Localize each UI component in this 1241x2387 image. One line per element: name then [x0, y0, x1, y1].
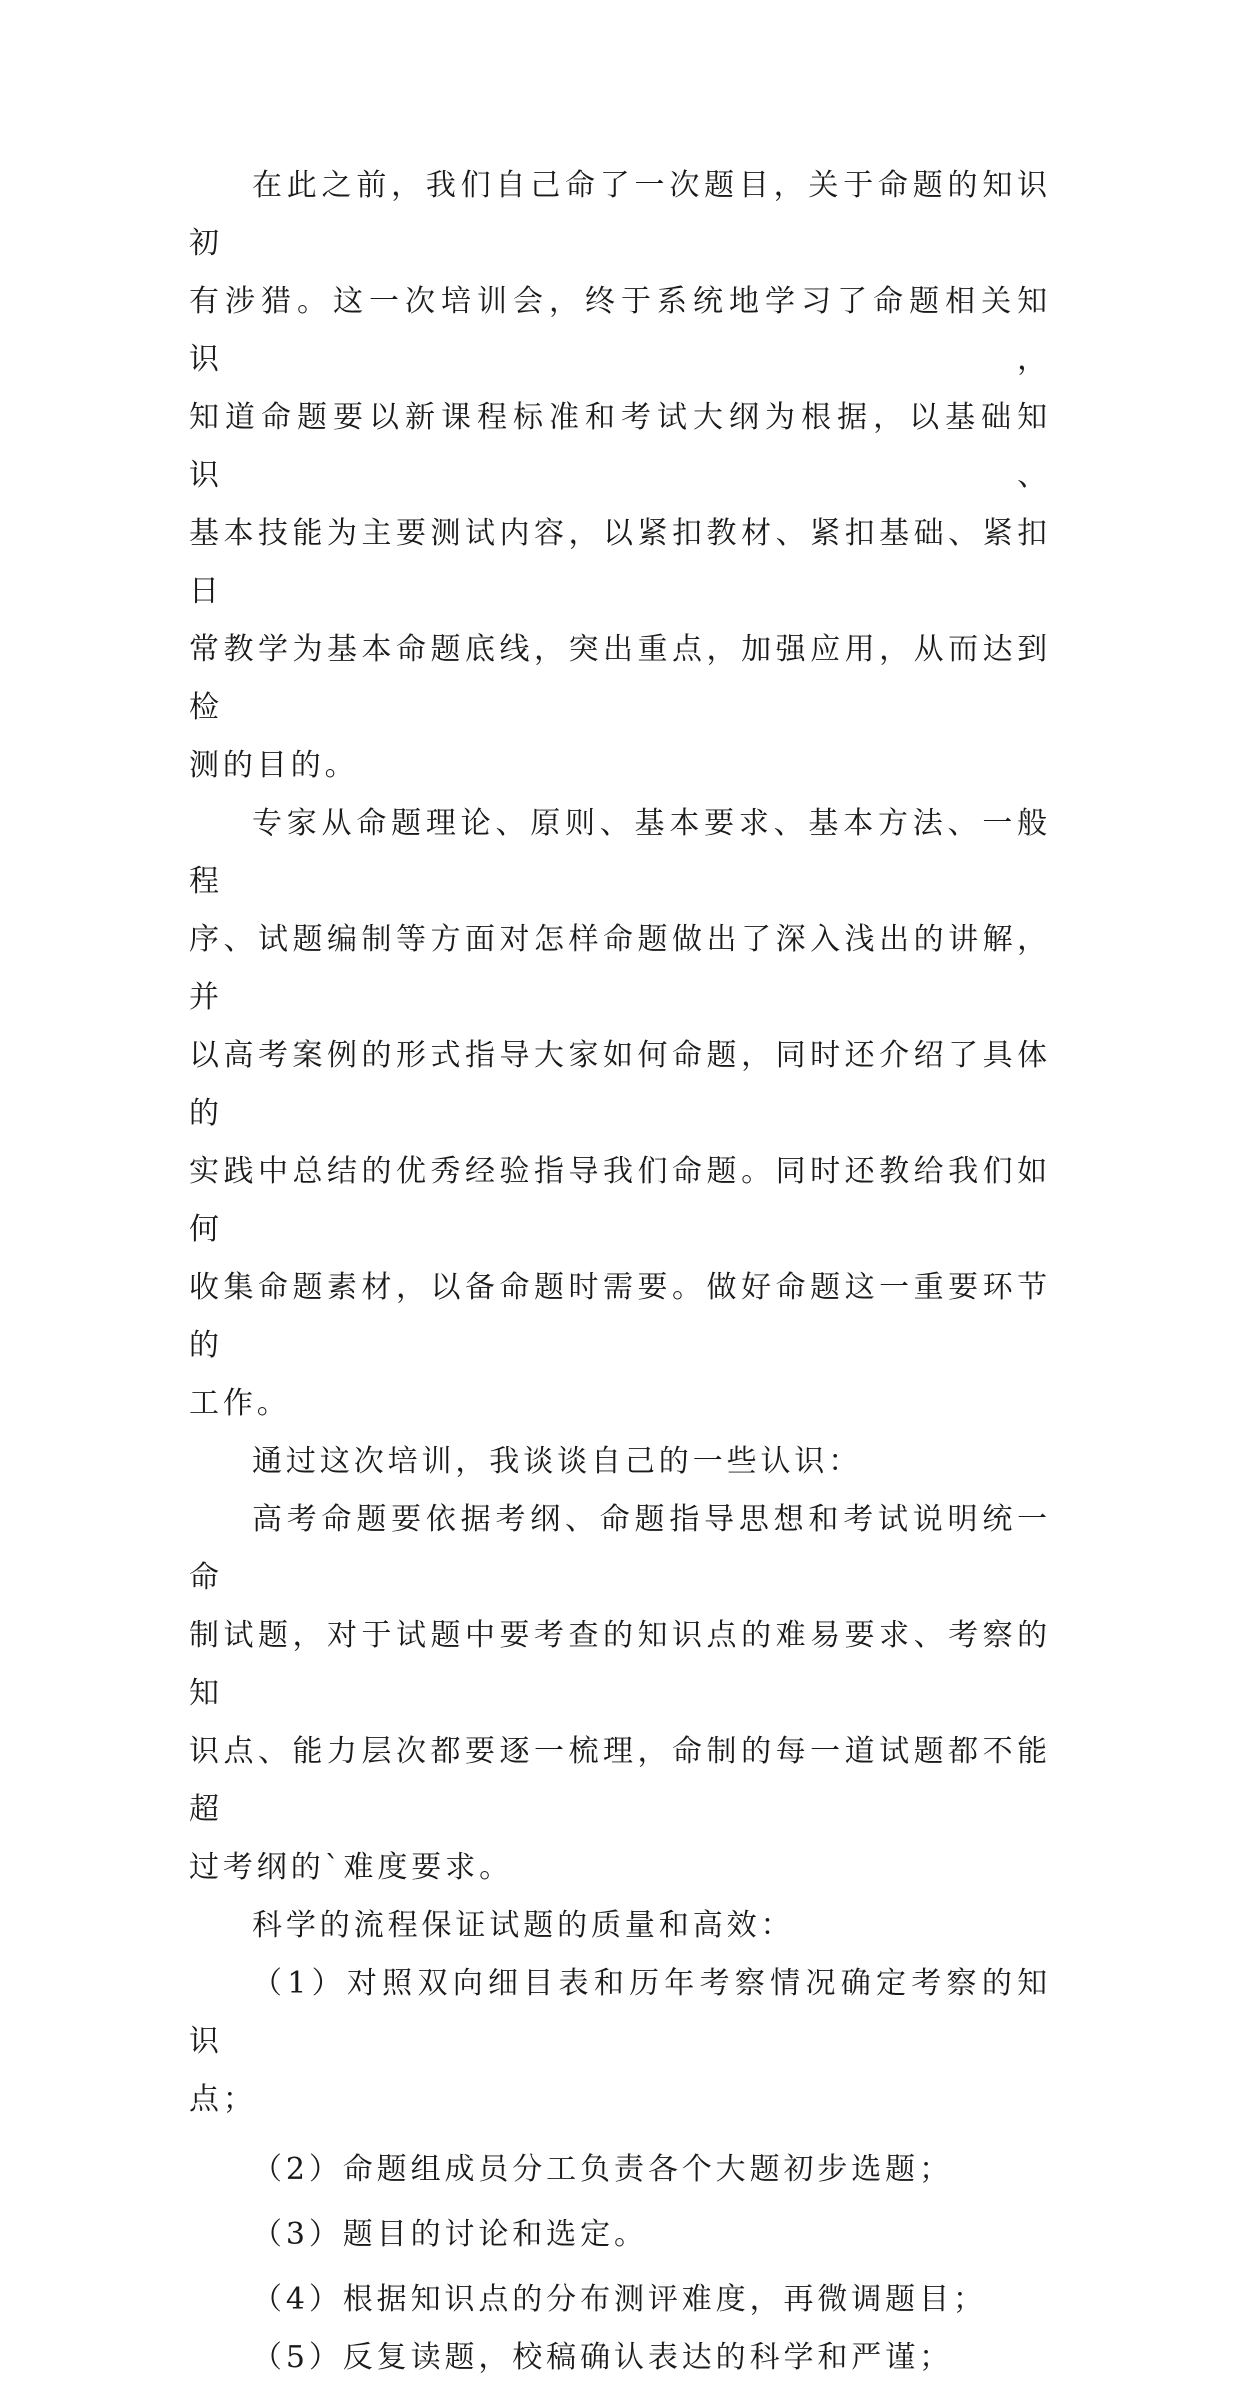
paragraph — [189, 1897, 1051, 1955]
text-line: 专家从命题理论、原则、基本要求、基本方法、一般程 — [189, 806, 1051, 899]
text-line: 常教学为基本命题底线，突出重点，加强应用，从而达到检 — [189, 632, 1051, 725]
text-line: 基本技能为主要测试内容，以紧扣教材、紧扣基础、紧扣日 — [189, 516, 1051, 609]
text-line: 在此之前，我们自己命了一次题目，关于命题的知识初 — [189, 168, 1051, 261]
paragraph — [189, 2141, 1051, 2199]
text-line: （4）根据知识点的分布测评难度，再微调题目； — [252, 2282, 987, 2317]
text-line: 识点、能力层次都要逐一梳理，命制的每一道试题都不能超 — [189, 1734, 1051, 1827]
paragraph — [189, 1955, 1051, 2129]
text-line: （3）题目的讨论和选定。 — [252, 2217, 648, 2252]
paragraph — [189, 2206, 1051, 2264]
text-line: 通过这次培训，我谈谈自己的一些认识： — [252, 1444, 863, 1479]
text-line: 收集命题素材，以备命题时需要。做好命题这一重要环节的 — [189, 1270, 1051, 1363]
text-line: 制试题，对于试题中要考查的知识点的难易要求、考察的知 — [189, 1618, 1051, 1711]
paragraph — [189, 2271, 1051, 2329]
text-line: 过考纲的`难度要求。 — [189, 1850, 513, 1885]
text-line: 点； — [189, 2082, 257, 2117]
paragraph — [189, 157, 1051, 795]
text-line: （1）对照双向细目表和历年考察情况确定考察的知识 — [189, 1966, 1051, 2059]
text-line: 知道命题要以新课程标准和考试大纲为根据，以基础知识、 — [189, 400, 1051, 493]
text-line: 实践中总结的优秀经验指导我们命题。同时还教给我们如何 — [189, 1154, 1051, 1247]
paragraph — [189, 2329, 1051, 2387]
text-line: 工作。 — [189, 1386, 291, 1421]
paragraph — [189, 795, 1051, 1433]
document-body — [189, 157, 1051, 2387]
paragraph — [189, 1433, 1051, 1491]
text-line: 测的目的。 — [189, 748, 359, 783]
text-line: 序、试题编制等方面对怎样命题做出了深入浅出的讲解，并 — [189, 922, 1051, 1015]
text-line: 高考命题要依据考纲、命题指导思想和考试说明统一命 — [189, 1502, 1051, 1595]
text-line: （5）反复读题，校稿确认表达的科学和严谨； — [252, 2340, 953, 2375]
paragraph — [189, 1491, 1051, 1897]
text-line: 以高考案例的形式指导大家如何命题，同时还介绍了具体的 — [189, 1038, 1051, 1131]
text-line: 科学的流程保证试题的质量和高效： — [252, 1908, 795, 1943]
text-line: 有涉猎。这一次培训会，终于系统地学习了命题相关知识， — [189, 284, 1051, 377]
text-line: （2）命题组成员分工负责各个大题初步选题； — [252, 2152, 953, 2187]
